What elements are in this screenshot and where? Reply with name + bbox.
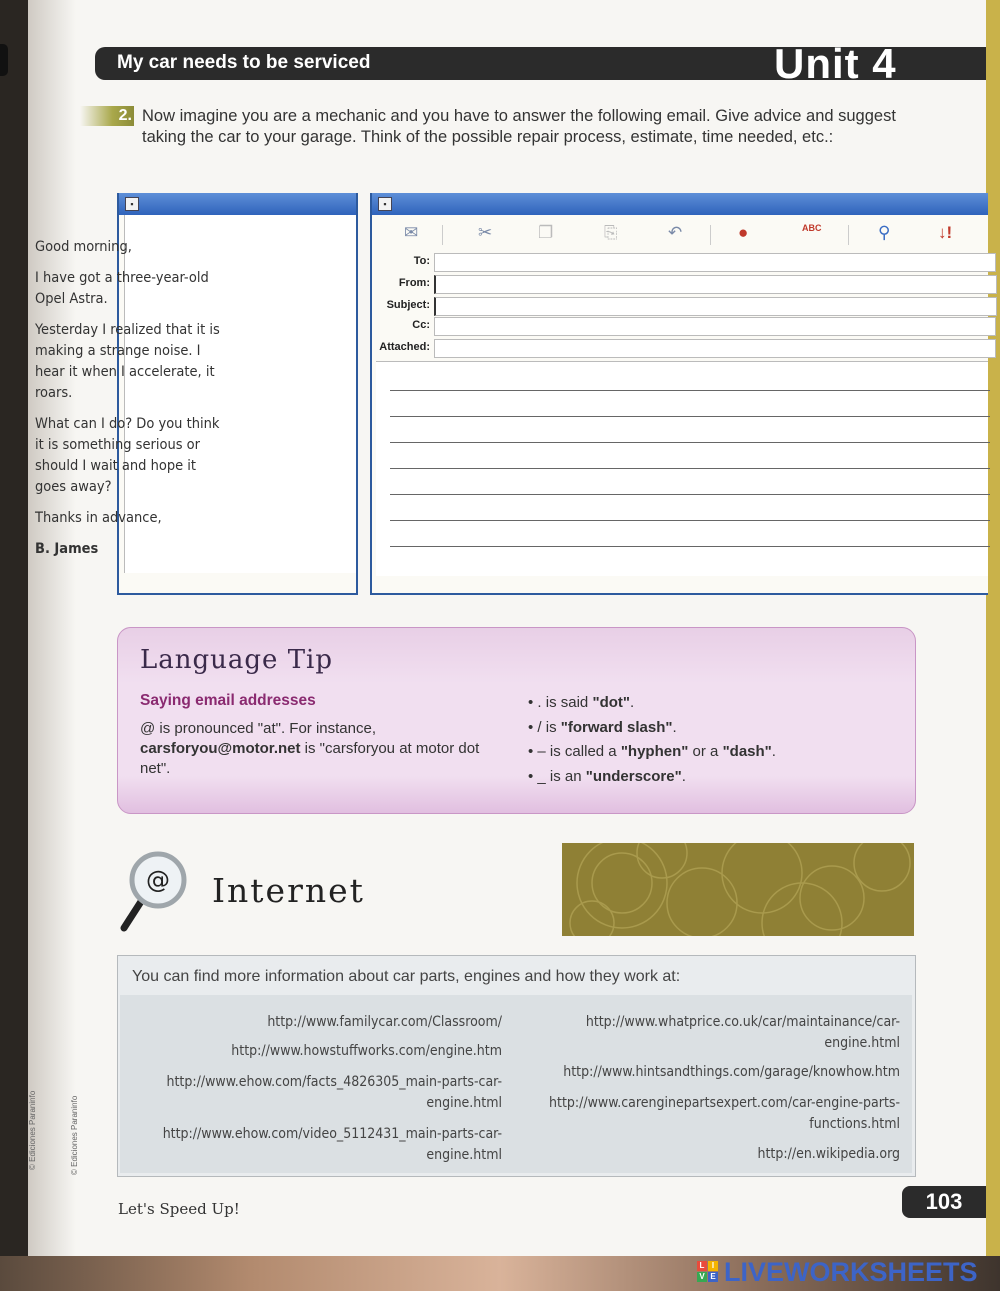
copy-icon[interactable]: ❐ [538, 223, 554, 242]
priority-icon[interactable]: ↓! [938, 223, 953, 242]
language-tip-subtitle: Saying email addresses [140, 692, 316, 709]
unit-label: Unit 4 [774, 40, 897, 87]
attached-field[interactable] [434, 339, 996, 358]
tip-list-item: • – is called a "hyphen" or a "dash". [528, 743, 776, 760]
toolbar-separator [848, 225, 849, 245]
received-email-text [35, 237, 225, 570]
window-title-bar [119, 193, 356, 215]
from-field[interactable] [434, 275, 997, 294]
tip-item-text: – is called a [537, 743, 621, 760]
to-label: To: [413, 255, 430, 267]
writing-line [390, 520, 990, 521]
exercise-number: 2. [80, 106, 134, 126]
paste-icon[interactable]: ⎘ [604, 223, 618, 242]
email-paragraph: Yesterday I realized that it is making a strange noise. I hear it when I accelerate, it roars. [35, 322, 220, 401]
tip-item-text: or a [688, 743, 723, 760]
address-book-icon[interactable]: ● [738, 223, 749, 242]
window-icon: ▪ [125, 197, 139, 211]
subject-field[interactable] [434, 297, 997, 316]
page-binding-shadow [28, 0, 76, 1256]
tip-item-word: "dash" [722, 743, 772, 760]
section-title: My car needs to be serviced [117, 52, 371, 73]
decorative-olive-panel [562, 843, 914, 936]
cc-label: Cc: [412, 319, 430, 331]
language-tip-title: Language Tip [140, 645, 333, 675]
tip-list-item: • . is said "dot". [528, 694, 635, 711]
writing-line [390, 494, 990, 495]
spellcheck-icon[interactable]: ABC [802, 223, 822, 233]
tip-item-text: . [771, 743, 776, 760]
language-tip-list [528, 694, 848, 792]
publisher-credit: © Ediciones Paraninfo [28, 1090, 37, 1170]
link-item[interactable]: http://en.wikipedia.org [757, 1146, 900, 1162]
attached-label: Attached: [379, 341, 430, 353]
right-edge-stripe [986, 0, 1000, 1256]
liveworksheets-logo-icon [697, 1261, 719, 1283]
reply-body-area[interactable] [376, 361, 988, 576]
at-sign: @ [146, 866, 170, 894]
email-toolbar [382, 223, 982, 245]
to-field[interactable] [434, 253, 996, 272]
tip-item-text: _ is an [537, 767, 586, 785]
from-label: From: [398, 277, 430, 289]
tip-item-word: "underscore" [585, 767, 682, 785]
send-icon[interactable]: ✉ [404, 223, 419, 242]
cut-icon[interactable]: ✂ [478, 223, 493, 242]
reply-email-window [370, 193, 988, 595]
toolbar-separator [710, 225, 711, 245]
language-tip-body [140, 719, 500, 779]
link-item[interactable]: http://www.whatprice.co.uk/car/maintainance/car-engine.html [585, 1014, 900, 1051]
writing-line [390, 468, 990, 469]
tip-list-item: • / is "forward slash". [528, 718, 677, 736]
logo-letter: I [708, 1261, 718, 1271]
undo-icon[interactable]: ↶ [668, 223, 683, 242]
link-item[interactable]: http://www.hintsandthings.com/garage/knowhow.htm [563, 1064, 900, 1080]
publisher-credit: © Ediciones Paraninfo [70, 1095, 79, 1175]
logo-letter: V [697, 1272, 707, 1282]
email-signature: B. James [35, 541, 99, 557]
cc-field[interactable] [434, 317, 996, 336]
link-item[interactable]: http://www.ehow.com/video_5112431_main-parts-car-engine.html [162, 1126, 502, 1163]
exercise-instructions: Now imagine you are a mechanic and you have to answer the following email. Give advice and suggest taking the car to your garage. Think of the possible repair process, estimate, time needed, etc.: [142, 107, 896, 146]
email-greeting: Good morning, [35, 239, 132, 255]
internet-title: Internet [212, 871, 365, 910]
link-item[interactable]: http://www.howstuffworks.com/engine.htm [231, 1043, 502, 1059]
series-title: Let's Speed Up! [118, 1200, 240, 1218]
window-title-bar [372, 193, 988, 215]
subject-label: Subject: [386, 299, 430, 311]
tip-body-suffix: is "carsforyou at motor dot net". [140, 740, 480, 777]
link-item[interactable]: http://www.familycar.com/Classroom/ [267, 1014, 502, 1030]
tip-item-text: . is said [537, 694, 593, 711]
email-closing: Thanks in advance, [35, 510, 162, 526]
magnifier-icon [120, 850, 190, 932]
liveworksheets-watermark: LIVEWORKSHEETS [724, 1257, 978, 1287]
window-icon: ▪ [378, 197, 392, 211]
tip-item-word: "dot" [592, 694, 630, 711]
writing-line [390, 416, 990, 417]
left-page-tab [0, 44, 8, 76]
tip-item-text: . [681, 767, 686, 785]
tip-list-item: • _ is an "underscore". [528, 767, 686, 785]
tip-item-word: "hyphen" [620, 743, 689, 760]
tip-item-word: "forward slash" [560, 718, 673, 736]
writing-line [390, 546, 990, 547]
tip-item-text: . [672, 718, 677, 736]
email-paragraph: What can I do? Do you think it is something serious or should I wait and hope it goes away? [35, 416, 220, 495]
tip-item-text: . [630, 694, 635, 711]
writing-line [390, 390, 990, 391]
link-item[interactable]: http://www.ehow.com/facts_4826305_main-parts-car-engine.html [166, 1074, 502, 1111]
page-number: 103 [902, 1186, 986, 1218]
writing-line [390, 442, 990, 443]
links-intro: You can find more information about car parts, engines and how they work at: [132, 968, 681, 985]
logo-letter: L [697, 1261, 707, 1271]
link-item[interactable]: http://www.carenginepartsexpert.com/car-engine-parts-functions.html [549, 1095, 900, 1132]
tip-body-email: carsforyou@motor.net [140, 740, 301, 757]
attach-icon[interactable]: ⚲ [878, 223, 891, 242]
logo-letter: E [708, 1272, 718, 1282]
tip-body-prefix: @ is pronounced "at". For instance, [140, 720, 376, 737]
priority-mark: ! [946, 223, 953, 242]
tip-item-text: / is [537, 718, 561, 736]
toolbar-separator [442, 225, 443, 245]
email-paragraph: I have got a three-year-old Opel Astra. [35, 270, 209, 307]
